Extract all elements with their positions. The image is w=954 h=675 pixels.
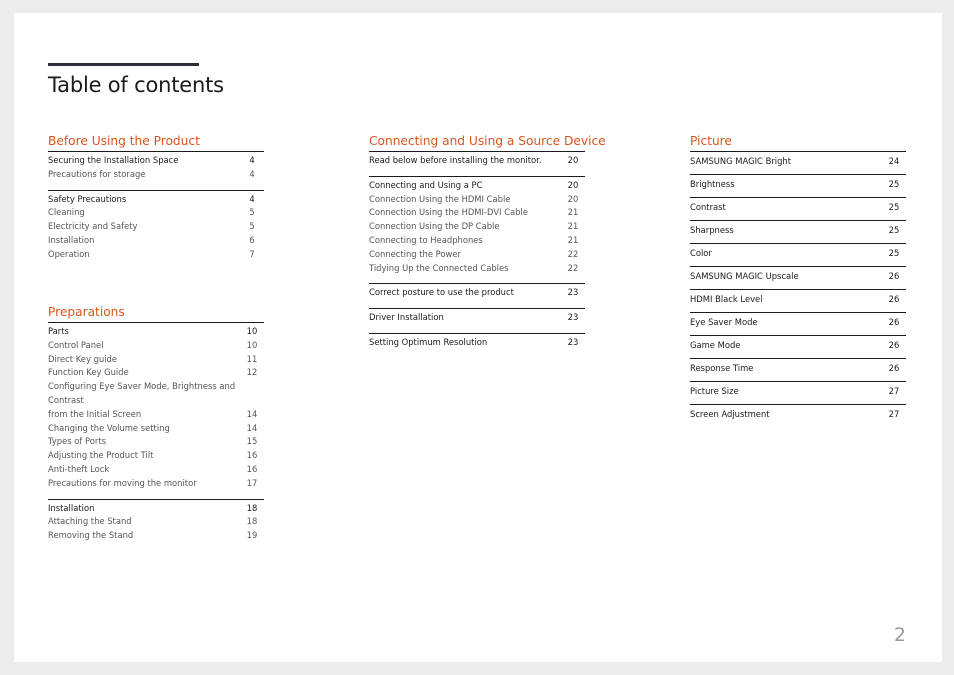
toc-entry-sub[interactable]	[48, 366, 264, 380]
toc-entry-page: 27	[888, 386, 900, 396]
toc-entry-page: 23	[567, 312, 579, 323]
toc-entry-page: 5	[249, 207, 255, 218]
toc-entry-page: 21	[567, 221, 579, 232]
toc-entry-label: Correct posture to use the product	[369, 287, 514, 298]
toc-entry-page: 20	[567, 155, 579, 165]
section-heading: Before Using the Product	[48, 134, 200, 148]
toc-entry-page: 26	[888, 271, 900, 281]
toc-entry-label: Control Panel	[48, 339, 104, 350]
toc-entry-page: 18	[246, 502, 258, 513]
toc-entry-sub[interactable]	[48, 206, 264, 220]
toc-entry-label: Driver Installation	[369, 312, 444, 323]
toc-entry-page: 14	[246, 408, 258, 419]
toc-entry-main[interactable]	[690, 315, 906, 329]
toc-entry-main[interactable]	[690, 292, 906, 306]
toc-entry-main[interactable]	[690, 154, 906, 168]
toc-entry-label: Picture Size	[690, 386, 739, 396]
toc-entry-page: 17	[246, 477, 258, 488]
toc-entry-page: 10	[246, 339, 258, 350]
toc-entry-page: 25	[888, 225, 900, 235]
toc-entry-sub[interactable]	[369, 248, 585, 262]
section-heading: Preparations	[48, 305, 125, 319]
toc-entry-sub[interactable]	[48, 234, 264, 248]
toc-entry-label: Precautions for storage	[48, 168, 146, 179]
page-title: Table of contents	[48, 73, 224, 97]
toc-entry-page: 20	[567, 193, 579, 204]
toc-entry-page: 19	[246, 530, 258, 541]
toc-entry-page: 23	[567, 336, 579, 347]
toc-entry-label: Connecting the Power	[369, 248, 461, 259]
toc-entry-sub[interactable]	[48, 463, 264, 477]
toc-entry-label: Read below before installing the monitor.	[369, 155, 542, 165]
toc-entry-label: Safety Precautions	[48, 193, 127, 204]
toc-entry-main[interactable]	[369, 154, 585, 168]
toc-entry-page: 23	[567, 287, 579, 298]
toc-entry-label: from the Initial Screen	[48, 408, 142, 419]
toc-entry-page: 12	[246, 367, 258, 378]
toc-entry-page: 4	[249, 155, 255, 165]
title-accent-bar	[48, 63, 199, 66]
toc-group	[690, 266, 906, 283]
toc-entry-label: Securing the Installation Space	[48, 155, 179, 165]
toc-entry-main[interactable]	[690, 177, 906, 191]
toc-entry-label: Connection Using the DP Cable	[369, 221, 500, 232]
toc-entry-sub[interactable]	[369, 220, 585, 234]
toc-entry-page: 4	[249, 168, 255, 179]
toc-entry-label: Response Time	[690, 363, 754, 373]
toc-entry-page: 10	[246, 326, 258, 336]
toc-entry-page: 14	[246, 422, 258, 433]
toc-entry-sub[interactable]	[48, 435, 264, 449]
toc-entry-label: Changing the Volume setting	[48, 422, 170, 433]
toc-entry-page: 22	[567, 262, 579, 273]
toc-entry-sub[interactable]	[48, 353, 264, 367]
toc-entry-main[interactable]	[690, 384, 906, 398]
toc-groups	[48, 151, 264, 262]
toc-entry-label: Electricity and Safety	[48, 221, 138, 232]
toc-group	[48, 499, 264, 543]
toc-entry-sub[interactable]	[48, 422, 264, 436]
toc-entry-main[interactable]	[48, 193, 264, 207]
toc-entry-label: Precautions for moving the monitor	[48, 477, 197, 488]
section-connecting	[369, 131, 606, 358]
toc-entry-label: Types of Ports	[48, 436, 106, 447]
toc-groups	[690, 151, 906, 421]
toc-entry-label: Connection Using the HDMI-DVI Cable	[369, 207, 528, 218]
toc-entry-main[interactable]	[48, 502, 264, 516]
toc-entry-label: Cleaning	[48, 207, 85, 218]
toc-group	[48, 322, 264, 491]
toc-entry-label: Parts	[48, 326, 69, 336]
toc-group	[690, 197, 906, 214]
toc-group	[369, 176, 585, 276]
toc-group	[369, 333, 585, 350]
toc-entry-page: 22	[567, 248, 579, 259]
section-preparations	[48, 302, 264, 551]
toc-group	[690, 312, 906, 329]
toc-group	[369, 308, 585, 325]
toc-entry-page: 4	[249, 193, 255, 204]
toc-entry-label: Operation	[48, 248, 90, 259]
toc-entry-page: 26	[888, 317, 900, 327]
page-number: 2	[893, 624, 906, 646]
toc-entry-sub[interactable]	[369, 193, 585, 207]
toc-entry-label: SAMSUNG MAGIC Bright	[690, 156, 791, 166]
toc-entry-label: Connection Using the HDMI Cable	[369, 193, 511, 204]
section-picture	[690, 131, 906, 427]
toc-entry-label: Adjusting the Product Tilt	[48, 450, 154, 461]
toc-entry-page: 5	[249, 221, 255, 232]
toc-entry-label: Direct Key guide	[48, 353, 118, 364]
toc-group	[690, 151, 906, 168]
toc-group	[690, 358, 906, 375]
toc-entry-label: Installation	[48, 234, 95, 245]
toc-entry-label: SAMSUNG MAGIC Upscale	[690, 271, 799, 281]
toc-entry-main[interactable]	[369, 336, 585, 350]
toc-entry-sub[interactable]	[48, 168, 264, 182]
toc-entry-page: 20	[567, 179, 579, 190]
toc-group	[48, 190, 264, 262]
toc-entry-main[interactable]	[48, 325, 264, 339]
toc-entry-page: 27	[888, 409, 900, 419]
toc-entry-main[interactable]	[690, 200, 906, 214]
toc-entry-label: Connecting and Using a PC	[369, 179, 483, 190]
toc-group	[369, 151, 585, 168]
toc-entry-page: 15	[246, 436, 258, 447]
toc-group	[690, 289, 906, 306]
toc-entry-sub[interactable]	[48, 529, 264, 543]
toc-entry-sub[interactable]	[48, 380, 264, 408]
toc-entry-page: 26	[888, 340, 900, 350]
toc-entry-label: Contrast	[690, 202, 726, 212]
toc-entry-sub[interactable]	[48, 339, 264, 353]
toc-entry-sub[interactable]	[48, 248, 264, 262]
toc-group	[690, 404, 906, 421]
toc-group	[690, 381, 906, 398]
toc-group	[690, 220, 906, 237]
toc-entry-label: Brightness	[690, 179, 735, 189]
toc-entry-label: HDMI Black Level	[690, 294, 763, 304]
toc-group	[48, 151, 264, 182]
toc-entry-main[interactable]	[690, 269, 906, 283]
toc-entry-label: Function Key Guide	[48, 367, 129, 378]
toc-entry-main[interactable]	[690, 246, 906, 260]
document-page	[14, 13, 942, 662]
section-heading: Connecting and Using a Source Device	[369, 134, 606, 148]
toc-entry-label: Attaching the Stand	[48, 516, 132, 527]
toc-entry-page: 21	[567, 207, 579, 218]
toc-entry-page: 7	[249, 248, 255, 259]
toc-entry-main[interactable]	[690, 361, 906, 375]
toc-entry-page: 16	[246, 463, 258, 474]
toc-entry-label: Game Mode	[690, 340, 741, 350]
toc-entry-label: Eye Saver Mode	[690, 317, 758, 327]
toc-entry-page: 26	[888, 363, 900, 373]
toc-entry-sub[interactable]	[369, 262, 585, 276]
toc-entry-page: 24	[888, 156, 900, 166]
toc-entry-label: Removing the Stand	[48, 530, 134, 541]
toc-entry-main[interactable]	[690, 407, 906, 421]
toc-entry-page: 26	[888, 294, 900, 304]
toc-groups	[369, 151, 585, 350]
toc-entry-label: Tidying Up the Connected Cables	[369, 262, 509, 273]
section-before-using	[48, 131, 264, 270]
toc-group	[690, 174, 906, 191]
toc-entry-label: Setting Optimum Resolution	[369, 336, 488, 347]
toc-entry-page: 18	[246, 516, 258, 527]
toc-entry-label: Anti-theft Lock	[48, 463, 110, 474]
toc-groups	[48, 322, 264, 543]
toc-entry-label: Sharpness	[690, 225, 734, 235]
toc-entry-sub[interactable]	[48, 449, 264, 463]
toc-entry-main[interactable]	[369, 179, 585, 193]
toc-entry-page: 25	[888, 179, 900, 189]
toc-entry-sub[interactable]	[369, 234, 585, 248]
toc-entry-label: Color	[690, 248, 712, 258]
toc-entry-sub[interactable]	[48, 408, 264, 422]
toc-entry-sub[interactable]	[369, 206, 585, 220]
toc-entry-label: Screen Adjustment	[690, 409, 770, 419]
toc-entry-page: 16	[246, 450, 258, 461]
toc-entry-sub[interactable]	[48, 477, 264, 491]
toc-entry-main[interactable]	[690, 338, 906, 352]
toc-entry-label: Configuring Eye Saver Mode, Brightness and Contrast	[48, 381, 236, 405]
toc-entry-page: 25	[888, 202, 900, 212]
toc-group	[690, 335, 906, 352]
toc-entry-main[interactable]	[48, 154, 264, 168]
toc-entry-label: Connecting to Headphones	[369, 234, 483, 245]
toc-entry-main[interactable]	[690, 223, 906, 237]
toc-entry-page: 21	[567, 234, 579, 245]
toc-entry-label: Installation	[48, 502, 95, 513]
toc-entry-page: 25	[888, 248, 900, 258]
toc-entry-page: 6	[249, 234, 255, 245]
toc-group	[690, 243, 906, 260]
toc-entry-sub[interactable]	[48, 220, 264, 234]
toc-group	[369, 283, 585, 300]
toc-entry-main[interactable]	[369, 311, 585, 325]
toc-entry-sub[interactable]	[48, 515, 264, 529]
toc-entry-main[interactable]	[369, 286, 585, 300]
section-heading: Picture	[690, 134, 732, 148]
toc-entry-page: 11	[246, 353, 258, 364]
